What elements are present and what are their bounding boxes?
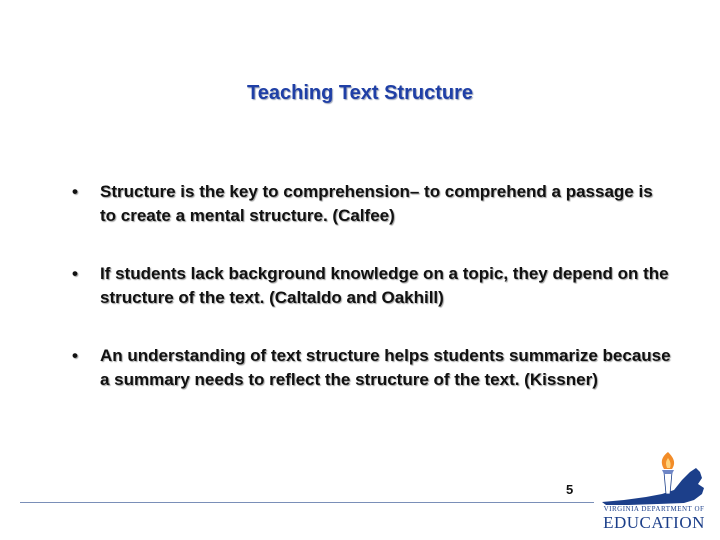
logo-line-1: VIRGINIA DEPARTMENT OF <box>603 505 705 513</box>
page-number: 5 <box>566 482 574 497</box>
virginia-state-shape <box>602 468 704 505</box>
bullet-icon: • <box>72 346 78 365</box>
bullet-icon: • <box>72 264 78 283</box>
logo-line-2: EDUCATION <box>603 513 705 532</box>
bullet-text: An understanding of text structure helps students summarize because a summary needs to reflect the structure of the text. (Kissner) <box>100 346 671 389</box>
bullet-text: If students lack background knowledge on a topic, they depend on the structure of the text. (Caltaldo and Oakhill) <box>100 264 669 307</box>
torch-handle <box>664 472 672 494</box>
slide-title: Teaching Text Structure <box>247 82 473 104</box>
bullet-icon: • <box>72 182 78 201</box>
bullet-list <box>72 180 672 426</box>
bullet-item <box>72 180 672 228</box>
bullet-text: Structure is the key to comprehension– to comprehend a passage is to create a mental structure. (Calfee) <box>100 182 653 225</box>
bullet-item <box>72 344 672 392</box>
footer-divider <box>20 502 594 503</box>
bullet-item <box>72 262 672 310</box>
